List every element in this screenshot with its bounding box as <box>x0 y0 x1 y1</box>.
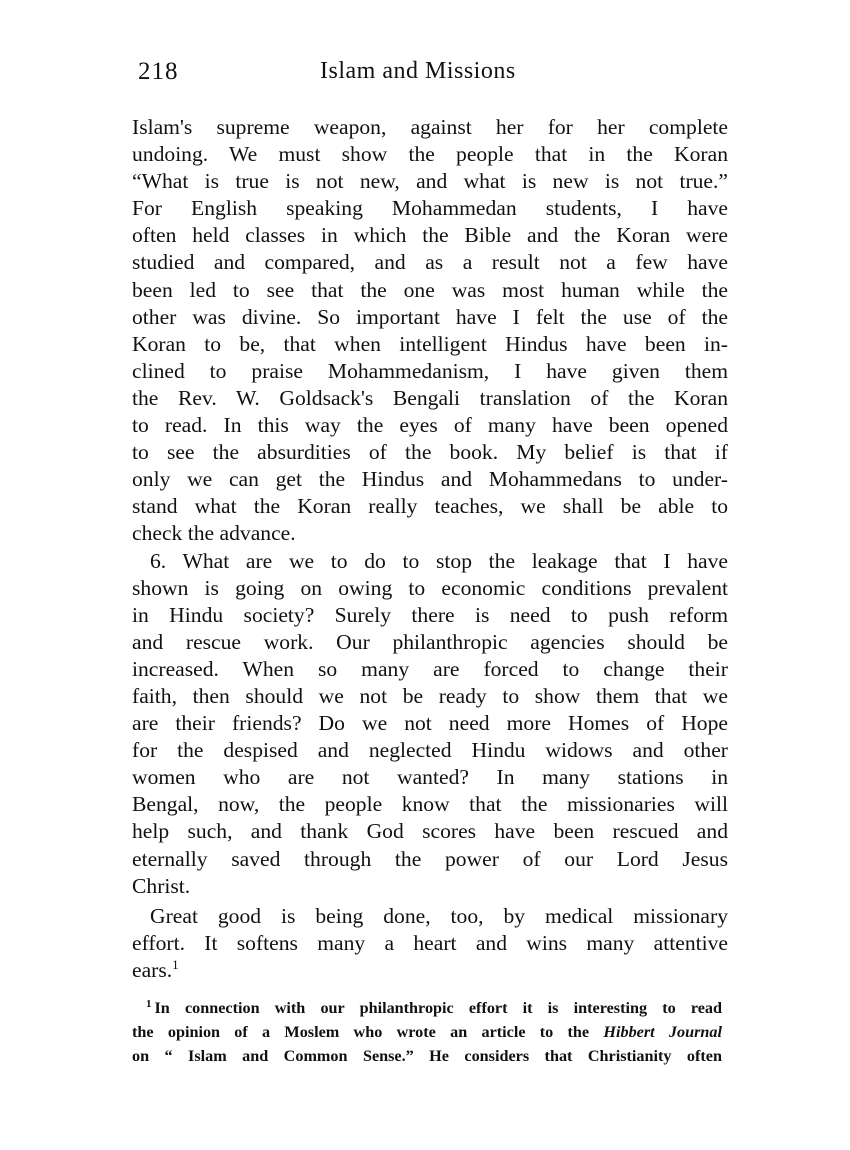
footnote-line <box>132 1020 722 1044</box>
text-line: “What is true is not new, and what is new is not true.” <box>132 169 728 194</box>
text-line: in Hindu society? Surely there is need to push reform <box>132 602 728 627</box>
text-line: for the despised and neglected Hindu widows and other <box>132 738 728 763</box>
journal-title: Hibbert Journal <box>603 1023 723 1041</box>
running-title: Islam and Missions <box>320 58 516 84</box>
footnote-text: the opinion of a Moslem who wrote an article to the <box>132 1023 604 1041</box>
text-line: effort. It softens many a heart and wins many attentive <box>132 930 728 955</box>
text-line: and rescue work. Our philanthropic agencies should be <box>132 629 728 654</box>
text-line: clined to praise Mohammedanism, I have given them <box>132 358 728 383</box>
text-line: the Rev. W. Goldsack's Bengali translation of the Koran <box>132 385 728 410</box>
text-line: shown is going on owing to economic conditions prevalent <box>132 575 728 600</box>
text-line: Koran to be, that when intelligent Hindus have been in- <box>132 331 728 356</box>
body-text <box>132 114 728 984</box>
text-line: to read. In this way the eyes of many have been opened <box>132 413 728 438</box>
text-line: stand what the Koran really teaches, we shall be able to <box>132 494 728 519</box>
text-line: Islam's supreme weapon, against her for her complete <box>132 115 728 139</box>
paragraph-1 <box>132 114 728 548</box>
text-line: to see the absurdities of the book. My belief is that if <box>132 440 728 465</box>
text-line: are their friends? Do we not need more Homes of Hope <box>132 711 728 736</box>
text-line: help such, and thank God scores have been rescued and <box>132 819 728 844</box>
text-line: undoing. We must show the people that in the Koran <box>132 142 728 167</box>
text-line: Christ. <box>132 873 191 898</box>
text-line: Great good is being done, too, by medical missionary <box>150 903 728 928</box>
text-line: Bengal, now, the people know that the missionaries will <box>132 792 728 817</box>
text-line: check the advance. <box>132 521 296 546</box>
text-line: often held classes in which the Bible and the Koran were <box>132 223 728 248</box>
footnote-mark: 1 <box>146 997 152 1010</box>
page-header <box>133 58 723 90</box>
paragraph-3 <box>132 903 728 984</box>
text-line: increased. When so many are forced to change their <box>132 656 728 681</box>
text-line: only we can get the Hindus and Mohammedans to under- <box>132 467 728 492</box>
text-line: women who are not wanted? In many stations in <box>132 765 728 790</box>
text-line: other was divine. So important have I felt the use of the <box>132 304 728 329</box>
footnote-reference: 1 <box>172 956 179 972</box>
paragraph-2 <box>132 548 728 900</box>
text-line: faith, then should we not be ready to show them that we <box>132 683 728 708</box>
footnote-line: on “ Islam and Common Sense.” He considers that Christianity often <box>132 1047 722 1065</box>
footnote-text: In connection with our philanthropic effort it is interesting to read <box>154 999 722 1017</box>
text-line: been led to see that the one was most human while the <box>132 277 728 302</box>
text-line <box>132 957 728 984</box>
text-line: studied and compared, and as a result not a few have <box>132 250 728 275</box>
footnote-line <box>132 996 722 1020</box>
text-line: 6. What are we to do to stop the leakage that I have <box>150 548 728 573</box>
text-line-content: ears. <box>132 957 173 982</box>
text-line: For English speaking Mohammedan students, I have <box>132 196 728 221</box>
text-line: eternally saved through the power of our Lord Jesus <box>132 846 728 871</box>
footnote <box>132 996 722 1068</box>
page-number: 218 <box>138 58 179 85</box>
